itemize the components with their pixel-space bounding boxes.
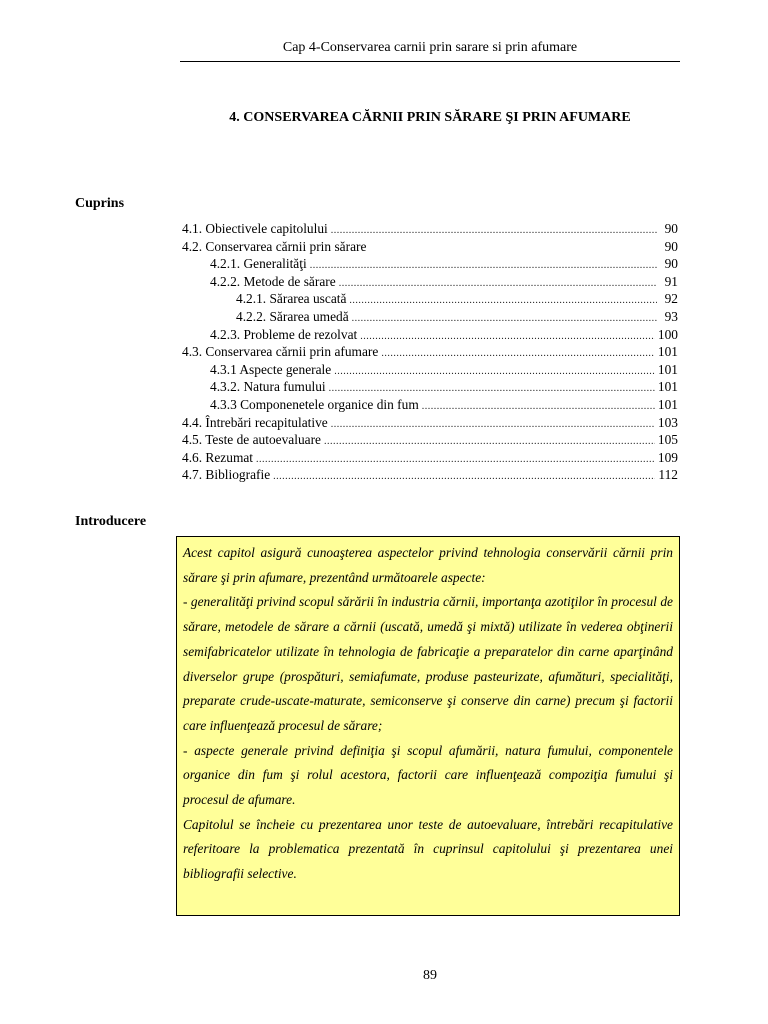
toc-entry-page: 100 [657,326,678,342]
introduction-paragraph: - aspecte generale privind definiţia şi scopul afumării, natura fumului, componentele organice din fum şi rolul acestora, factorii care influenţează compoziţia fumului şi procesul de afumare. [183,742,673,808]
toc-entry-label: 4.6. Rezumat [182,449,254,465]
toc-entry [182,414,678,432]
toc-entry-page: 101 [657,379,678,395]
toc-entry [182,220,678,238]
running-header: Cap 4-Conservarea carnii prin sarare si prin afumare [282,40,578,55]
toc-entry-page: 90 [664,256,678,272]
toc-entry-label: 4.4. Întrebări recapitulative [182,414,328,430]
toc-entry [182,449,678,467]
toc-entry-page: 90 [664,221,678,236]
introduction-paragraph: - generalităţi privind scopul sărării în industria cărnii, importanţa azotiţilor în procesul de sărare, metodele de sărare a cărnii (uscată, umedă şi mixtă) utilizate în vederea obţinerii semifabricatelor utilizate în tehnologia de fabricaţie a preparatelor din carne aparţinând diverselor grupe (prospături, semiafumate, produse pasteurizate, afumături, specialităţi, preparate crude-uscate-maturate, semiconserve şi conserve din carne) precum şi factorii care influenţează procesul de sărare; [183,594,673,733]
toc-entry-label: 4.2.1. Generalităţi [210,256,307,272]
contents-label: Cuprins [75,196,125,211]
toc-entry-page: 90 [664,238,678,254]
chapter-title: 4. CONSERVAREA CĂRNII PRIN SĂRARE ŞI PRIN AFUMARE [229,110,631,125]
toc-entry-label: 4.3.2. Natura fumului [210,379,326,395]
page-number: 89 [423,968,437,983]
toc-entry-label: 4.3.1 Aspecte generale [210,361,332,377]
toc-entry-page: 105 [657,432,678,448]
introduction-box [176,536,680,916]
toc-entry-page: 103 [657,414,678,430]
toc-entry [182,273,678,291]
toc-leader-dots [273,468,655,484]
toc-entry-label: 4.2.2. Sărarea umedă [236,308,349,324]
toc-entry-page: 93 [664,308,678,324]
toc-entry [182,326,678,344]
toc-leader-dots [352,310,657,326]
toc-entry [182,466,678,484]
toc-leader-dots [349,292,657,308]
toc-entry [182,378,678,396]
toc-entry-page: 112 [658,467,678,483]
toc-entry [182,431,678,449]
toc-leader-dots [381,345,655,361]
toc-entry [182,290,678,308]
toc-entry [182,308,678,326]
toc-entry-label: 4.5. Teste de autoevaluare [182,432,321,448]
toc-leader-dots [422,398,655,414]
toc-entry-page: 101 [657,344,678,360]
toc-leader-dots [331,416,655,432]
toc-leader-dots [360,328,655,344]
toc-leader-dots [256,451,655,467]
toc-entry [182,361,678,379]
toc-entry [182,255,678,273]
toc-entry-label: 4.2.3. Probleme de rezolvat [210,326,358,342]
toc-leader-dots [329,380,655,396]
toc-entry-page: 91 [664,273,678,289]
toc-entry-label: 4.2. Conservarea cărnii prin sărare [182,238,367,254]
header-divider [180,61,680,62]
toc-entry-label: 4.3.3 Componenetele organice din fum [210,396,419,412]
toc-entry-page: 109 [657,449,678,465]
introduction-paragraph: Capitolul se încheie cu prezentarea unor teste de autoevaluare, întrebări recapitulative referitoare la problematica prezentată în cuprinsul capitolului şi prezentarea unei bibliografii selective. [183,816,673,882]
toc-leader-dots [334,363,655,379]
introduction-paragraph: Acest capitol asigură cunoaşterea aspectelor privind tehnologia conservării cărnii prin sărare şi prin afumare, prezentând următoarele aspecte: [183,545,673,585]
toc-leader-dots [324,433,655,449]
toc-entry-label: 4.1. Obiectivele capitolului [182,221,328,236]
toc-entry [182,238,678,256]
toc-leader-dots [310,257,657,273]
toc-entry-page: 101 [657,361,678,377]
toc-entry [182,343,678,361]
toc-leader-dots [331,222,657,238]
toc-leader-dots [339,275,657,291]
toc-entry-label: 4.2.2. Metode de sărare [210,273,336,289]
introduction-label: Introducere [75,514,147,529]
toc-entry-label: 4.2.1. Sărarea uscată [236,291,347,307]
toc-entry-label: 4.3. Conservarea cărnii prin afumare [182,344,379,360]
toc-entry-page: 101 [657,396,678,412]
toc-entry-label: 4.7. Bibliografie [182,467,271,483]
toc-entry-page: 92 [664,291,678,307]
toc-entry [182,396,678,414]
table-of-contents [182,220,678,484]
